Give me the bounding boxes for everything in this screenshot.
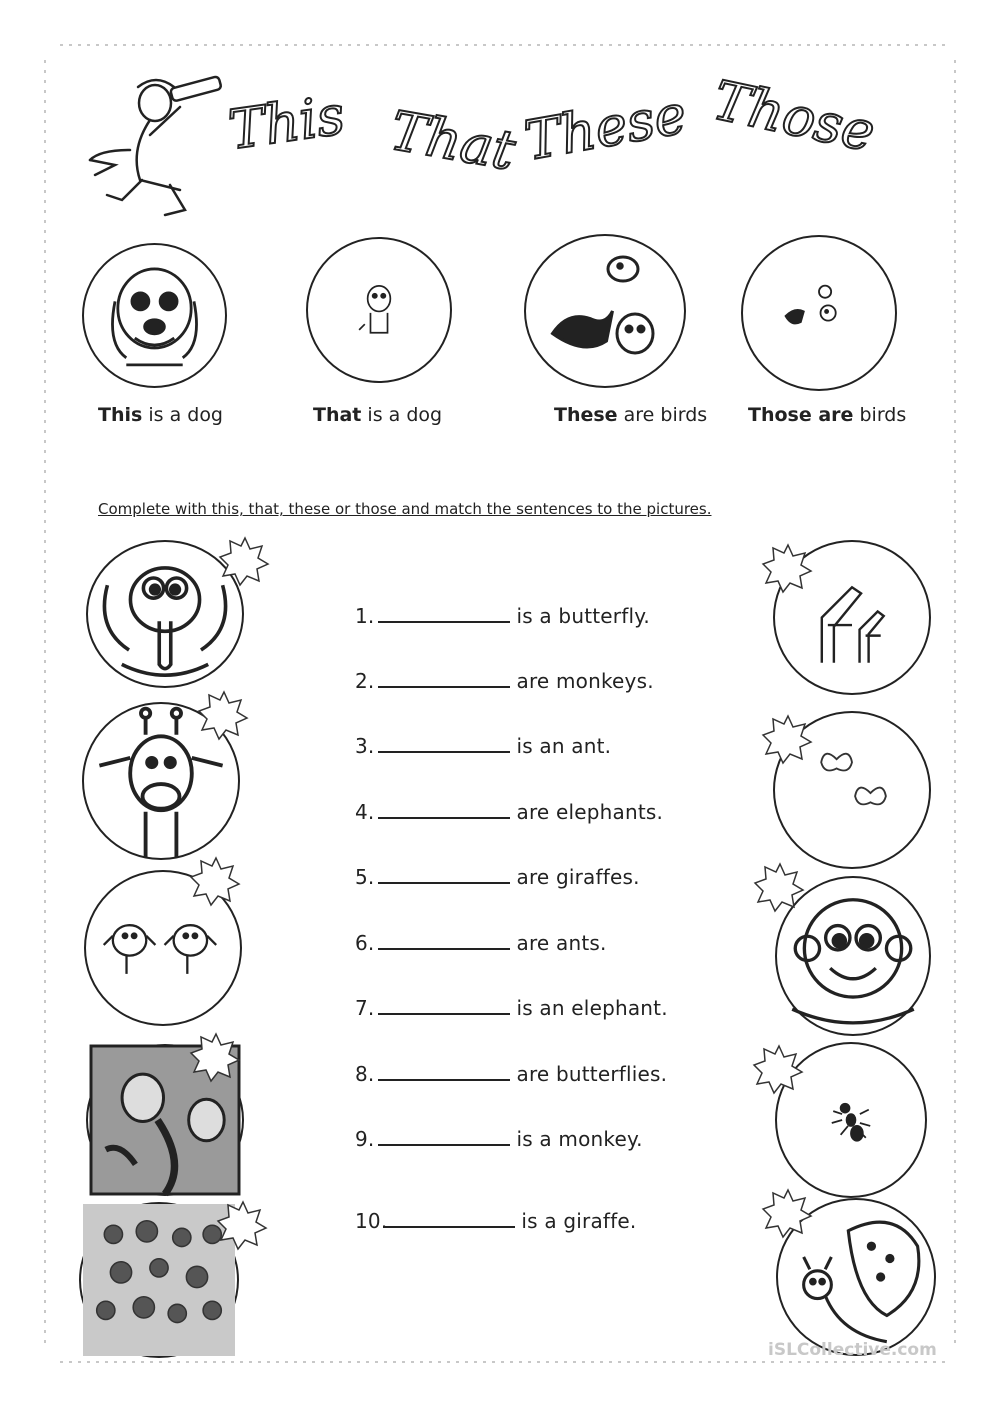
star-answer-marker[interactable]	[191, 856, 241, 906]
star-answer-marker[interactable]	[763, 543, 813, 593]
star-answer-marker[interactable]	[199, 690, 249, 740]
star-answer-marker[interactable]	[191, 1032, 241, 1082]
example-circle-birds-near	[524, 234, 686, 388]
instruction-text: Complete with this, that, these or those and match the sentences to the pictures.	[98, 500, 712, 518]
answer-blank-9[interactable]	[378, 1126, 510, 1146]
sentence-6: 6. are ants.	[355, 931, 607, 955]
example-circle-dog-near	[82, 243, 227, 388]
answer-blank-3[interactable]	[378, 733, 510, 753]
star-answer-marker[interactable]	[755, 862, 805, 912]
example-circle-dog-far	[306, 237, 452, 383]
answer-blank-7[interactable]	[378, 995, 510, 1015]
sentence-7: 7. is an elephant.	[355, 996, 668, 1020]
sentence-2: 2. are monkeys.	[355, 669, 654, 693]
answer-blank-8[interactable]	[378, 1061, 510, 1081]
elephant-icon	[88, 542, 242, 686]
watermark: iSLCollective.com	[768, 1340, 937, 1360]
title-word-these: These	[520, 82, 691, 173]
answer-blank-10[interactable]	[383, 1208, 515, 1228]
title-word-those: Those	[707, 68, 881, 164]
example-label-those: Those are birds	[748, 404, 907, 426]
title-word-this: This	[224, 83, 349, 162]
star-answer-marker[interactable]	[754, 1044, 804, 1094]
dog-small-icon	[308, 239, 450, 381]
star-answer-marker[interactable]	[763, 714, 813, 764]
birds-small-icon	[743, 237, 895, 389]
picture-ants-left	[79, 1202, 239, 1358]
sentence-8: 8. are butterflies.	[355, 1062, 668, 1086]
example-label-this: This is a dog	[98, 404, 223, 426]
answer-blank-4[interactable]	[378, 799, 510, 819]
sentence-5: 5. are giraffes.	[355, 865, 640, 889]
example-label-that: That is a dog	[313, 404, 443, 426]
sailor-telescope-illustration	[60, 65, 230, 230]
dog-large-icon	[84, 245, 225, 386]
sentence-10: 10. is a giraffe.	[355, 1209, 637, 1233]
title-word-that: That	[385, 98, 520, 183]
sentence-9: 9. is a monkey.	[355, 1127, 643, 1151]
answer-blank-5[interactable]	[378, 864, 510, 884]
sentence-4: 4. are elephants.	[355, 800, 664, 824]
answer-blank-6[interactable]	[378, 930, 510, 950]
birds-large-icon	[526, 236, 684, 386]
title-banner	[220, 62, 881, 183]
sentence-3: 3. is an ant.	[355, 734, 612, 758]
star-answer-marker[interactable]	[220, 536, 270, 586]
example-label-these: These are birds	[554, 404, 708, 426]
answer-blank-1[interactable]	[378, 603, 510, 623]
star-answer-marker[interactable]	[218, 1200, 268, 1250]
example-circle-birds-far	[741, 235, 897, 391]
star-answer-marker[interactable]	[763, 1188, 813, 1238]
ants-icon	[81, 1204, 237, 1356]
sentence-1: 1. is a butterfly.	[355, 604, 650, 628]
answer-blank-2[interactable]	[378, 668, 510, 688]
